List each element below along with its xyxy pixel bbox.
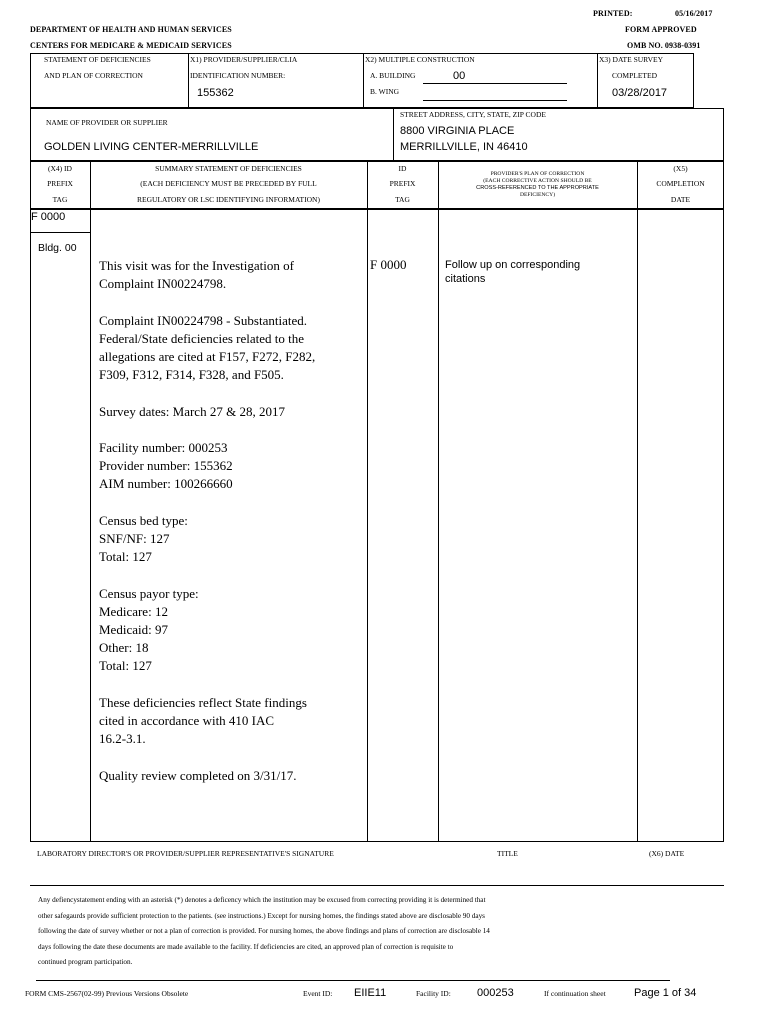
x4-header-1: (X4) ID xyxy=(48,164,72,173)
divider xyxy=(393,108,394,161)
divider xyxy=(188,53,189,108)
plan-header-2: (EACH CORRECTIVE ACTION SHOULD BE xyxy=(483,178,592,184)
provider-table xyxy=(30,108,724,161)
disclaimer-line-3: following the date of survey whether or not a plan of correction is provided. For nursing homes, the above findings and plans of correction are disclosable 14 xyxy=(38,927,490,935)
printed-label: PRINTED: xyxy=(593,9,633,18)
column-line xyxy=(438,161,439,842)
column-line xyxy=(367,161,368,842)
department-title: DEPARTMENT OF HEALTH AND HUMAN SERVICES xyxy=(30,25,232,34)
printed-date: 05/16/2017 xyxy=(675,9,713,18)
summary-header-3: REGULATORY OR LSC IDENTIFYING INFORMATION) xyxy=(137,195,320,204)
prefix-tag-underline xyxy=(30,232,90,233)
event-id-value: EIIE11 xyxy=(354,987,387,999)
x3-label-2: COMPLETED xyxy=(612,71,657,80)
signature-divider xyxy=(30,885,724,886)
wing-label: B. WING xyxy=(370,87,400,96)
x5-header-2: COMPLETION xyxy=(656,179,705,188)
disclaimer-line-2: other safegaurds provide sufficient protection to the patients. (see instructions.) Except for nursing homes, the findings stated above are disclosable 90 days xyxy=(38,911,485,920)
divider xyxy=(597,53,598,108)
provider-name-label: NAME OF PROVIDER OR SUPPLIER xyxy=(46,118,168,127)
wing-underline xyxy=(423,100,567,101)
id-prefix-tag: F 0000 xyxy=(370,257,407,272)
date-label: (X6) DATE xyxy=(649,849,685,858)
id-header-2: PREFIX xyxy=(389,179,416,188)
prefix-tag: F 0000 xyxy=(31,211,66,223)
x4-header-3: TAG xyxy=(52,195,68,204)
address-line-1: 8800 VIRGINIA PLACE xyxy=(400,125,515,137)
centers-title: CENTERS FOR MEDICARE & MEDICAID SERVICES xyxy=(30,41,232,50)
disclaimer xyxy=(38,893,718,971)
x1-label-1: X1) PROVIDER/SUPPLIER/CLIA xyxy=(190,55,298,64)
plan-header-1: PROVIDER'S PLAN OF CORRECTION xyxy=(490,171,585,177)
summary-header-1: SUMMARY STATEMENT OF DEFICIENCIES xyxy=(155,164,302,173)
column-line xyxy=(90,161,91,842)
plan-header-3: CROSS-REFERENCED TO THE APPROPRIATE xyxy=(476,185,599,191)
survey-date-value: 03/28/2017 xyxy=(612,87,668,99)
address-label: STREET ADDRESS, CITY, STATE, ZIP CODE xyxy=(400,110,546,119)
building-value: 00 xyxy=(453,70,466,82)
disclaimer-line-5: continued program participation. xyxy=(38,958,133,966)
form-number: FORM CMS-2567(02-99) Previous Versions Obsolete xyxy=(25,989,189,998)
divider xyxy=(363,53,364,108)
building-label: A. BUILDING xyxy=(370,71,416,80)
event-id-label: Event ID: xyxy=(303,989,333,998)
building-tag: Bldg. 00 xyxy=(38,242,77,254)
id-header-1: ID xyxy=(398,164,407,173)
footer-rule xyxy=(36,980,670,981)
x1-label-2: IDENTIFICATION NUMBER: xyxy=(190,71,286,80)
disclaimer-line-1: Any defiencystatement ending with an asterisk (*) denotes a deficency which the institution may be excused from correcting providing it is determined that xyxy=(38,896,486,904)
address-line-2: MERRILLVILLE, IN 46410 xyxy=(400,141,528,153)
column-line xyxy=(637,161,638,842)
building-underline xyxy=(423,83,567,84)
statement-label-2: AND PLAN OF CORRECTION xyxy=(44,71,143,80)
provider-name-value: GOLDEN LIVING CENTER-MERRILLVILLE xyxy=(44,141,259,153)
statement-label-1: STATEMENT OF DEFICIENCIES xyxy=(44,55,151,64)
facility-id-value: 000253 xyxy=(477,987,514,999)
x4-header-2: PREFIX xyxy=(47,179,73,188)
plan-header-4: DEFICIENCY) xyxy=(519,192,556,198)
title-label: TITLE xyxy=(497,849,518,858)
omb-number: OMB NO. 0938-0391 xyxy=(627,41,701,50)
facility-id-label: Facility ID: xyxy=(416,989,451,998)
provider-id-value: 155362 xyxy=(197,87,234,99)
disclaimer-line-4: days following the date these documents are made available to the facility. If deficiencies are cited, an approved plan of correction is requisite to xyxy=(38,942,454,951)
x2-label: X2) MULTIPLE CONSTRUCTION xyxy=(365,55,475,64)
summary-header-2: (EACH DEFICIENCY MUST BE PRECEDED BY FULL xyxy=(140,179,317,188)
x3-label-1: X3) DATE SURVEY xyxy=(599,55,663,64)
continuation-label: If continuation sheet xyxy=(544,989,606,998)
signature-label: LABORATORY DIRECTOR'S OR PROVIDER/SUPPLIER REPRESENTATIVE'S SIGNATURE xyxy=(37,849,334,858)
summary-statement: This visit was for the Investigation of Complaint IN00224798. Complaint IN00224798 - Substantiated. Federal/State deficiencies related to the allegations are cited at F157, F272, F282, F309, F312, F314, F328, and F505. Survey dates: March 27 & 28, 2017 Facility number: 000253 Provider number: 155362 AIM number: 100266660 Census bed type: SNF/NF: 127 Total: 127 Census payor type: Medicare: 12 Medicaid: 97 Other: 18 Total: 127 These deficiencies reflect State findings cited in accordance with 410 IAC 16.2-3.1. Quality review completed on 3/31/17. xyxy=(99,258,316,783)
page-number: Page 1 of 34 xyxy=(634,987,697,999)
x5-header-1: (X5) xyxy=(673,164,688,173)
form-approved: FORM APPROVED xyxy=(625,25,697,34)
x5-header-3: DATE xyxy=(670,195,691,204)
plan-of-correction: Follow up on corresponding citations xyxy=(445,259,581,285)
id-header-3: TAG xyxy=(395,195,410,204)
